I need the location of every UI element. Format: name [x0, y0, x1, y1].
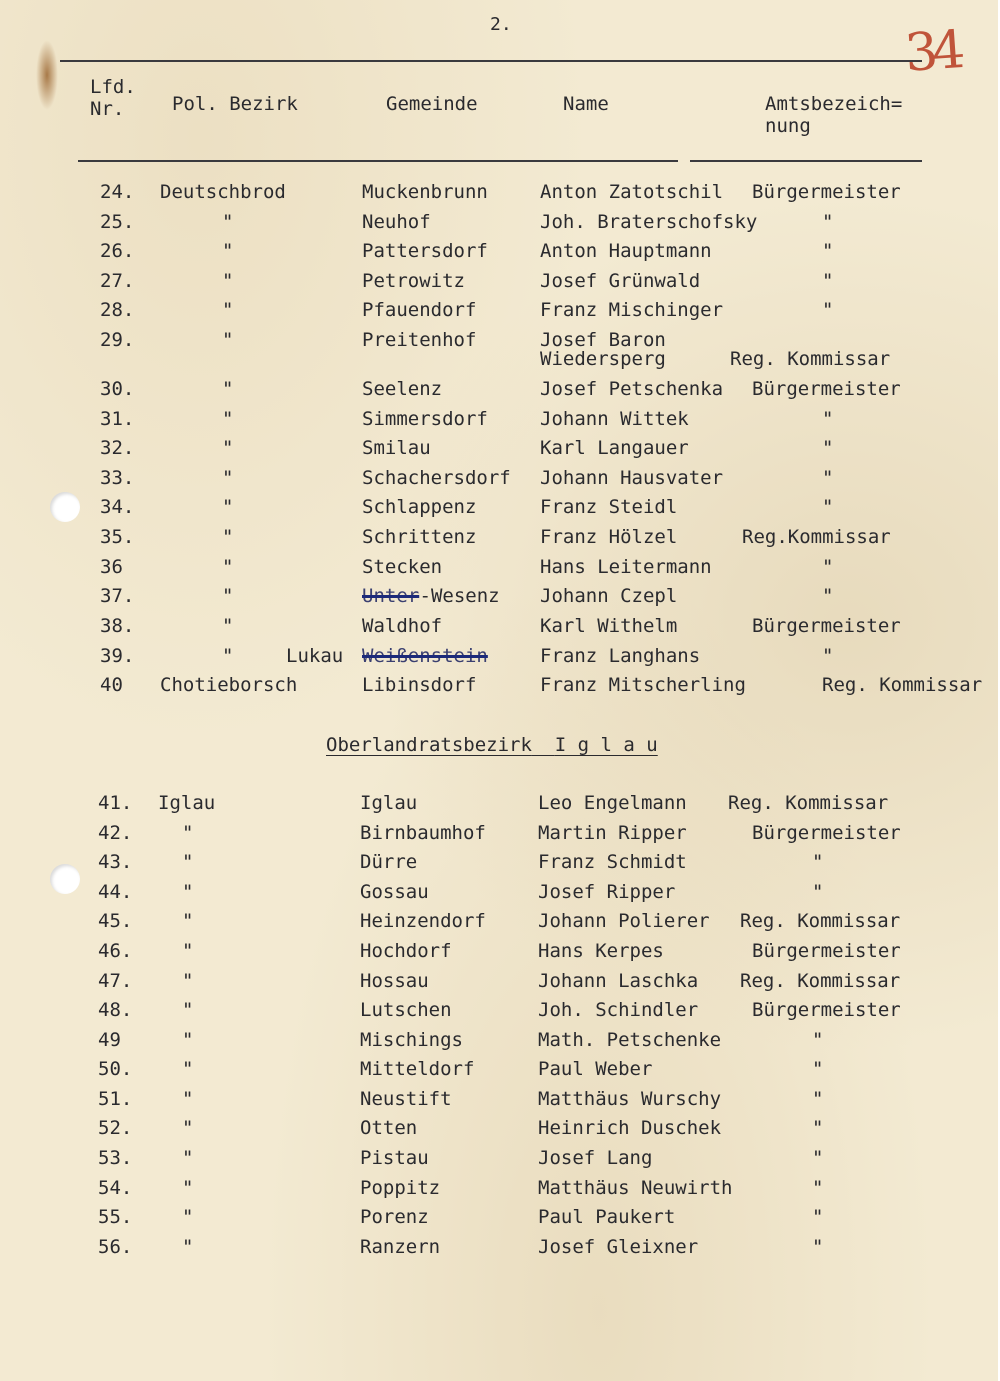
header-bottom-rule-left	[78, 160, 678, 162]
bezirk-cell: "	[182, 1058, 194, 1080]
amt-cell: "	[812, 881, 824, 903]
gemeinde-cell: Hochdorf	[360, 940, 452, 962]
bezirk-cell: "	[222, 408, 234, 430]
row-number: 51.	[98, 1088, 133, 1110]
amt-cell: Reg.Kommissar	[742, 526, 891, 548]
gemeinde-cell: Pistau	[360, 1147, 429, 1169]
row-number: 33.	[100, 467, 135, 489]
bezirk-cell: "	[222, 378, 234, 400]
amt-cell: "	[822, 556, 834, 578]
gemeinde-cell: Mischings	[360, 1029, 463, 1051]
name-cell: Anton Zatotschil	[540, 181, 724, 203]
row-number: 42.	[98, 822, 133, 844]
name-cell: Joh. Schindler	[538, 999, 699, 1021]
amt-cell: "	[812, 1236, 824, 1258]
amt-cell: Bürgermeister	[752, 378, 901, 400]
bezirk-cell: "	[182, 822, 194, 844]
row-number: 55.	[98, 1206, 133, 1228]
amt-cell: "	[812, 1117, 824, 1139]
name-cell: Heinrich Duschek	[538, 1117, 722, 1139]
row-number: 50.	[98, 1058, 133, 1080]
bezirk-cell: "	[222, 211, 234, 233]
punch-hole-upper	[50, 492, 80, 522]
row-number: 39.	[100, 645, 135, 667]
amt-cell: "	[822, 211, 834, 233]
gemeinde-cell: Dürre	[360, 851, 418, 873]
section-heading: Oberlandratsbezirk I g l a u	[326, 734, 658, 756]
gemeinde-cell: Seelenz	[362, 378, 443, 400]
gemeinde-cell: Simmersdorf	[362, 408, 488, 430]
name-cell: Paul Paukert	[538, 1206, 676, 1228]
row-number: 30.	[100, 378, 135, 400]
amt-cell: "	[822, 437, 834, 459]
name-cell: Franz Mischinger	[540, 299, 724, 321]
bezirk-cell: Chotieborsch	[160, 674, 298, 696]
gemeinde-cell: Porenz	[360, 1206, 429, 1228]
amt-cell: "	[822, 645, 834, 667]
bezirk-cell: "	[182, 940, 194, 962]
name-cell: Matthäus Neuwirth	[538, 1177, 733, 1199]
row-number: 45.	[98, 910, 133, 932]
gemeinde-cell: -Wesenz	[419, 585, 500, 607]
row-number: 46.	[98, 940, 133, 962]
row-number: 26.	[100, 240, 135, 262]
gemeinde-struck-text: Unter	[362, 585, 420, 607]
amt-cell: "	[812, 1029, 824, 1051]
name-cell: Johann Czepl	[540, 585, 678, 607]
row-number: 24.	[100, 181, 135, 203]
row-number: 47.	[98, 970, 133, 992]
gemeinde-cell: Stecken	[362, 556, 443, 578]
gemeinde-cell: Hossau	[360, 970, 429, 992]
amt-cell: "	[822, 467, 834, 489]
amt-cell: "	[812, 1206, 824, 1228]
name-cell: Josef Gleixner	[538, 1236, 699, 1258]
row-number: 31.	[100, 408, 135, 430]
gemeinde-cell: Otten	[360, 1117, 418, 1139]
name-cell: Franz Hölzel	[540, 526, 678, 548]
gemeinde-cell: Smilau	[362, 437, 431, 459]
name-cell: Karl Withelm	[540, 615, 678, 637]
page-number: 2.	[490, 14, 512, 35]
bezirk-cell: "	[222, 329, 234, 351]
header-bottom-rule-right	[690, 160, 922, 162]
bezirk-cell: "	[222, 240, 234, 262]
amt-cell: Reg. Kommissar	[728, 792, 889, 814]
amt-cell: Reg. Kommissar	[730, 348, 891, 370]
gemeinde-cell: Petrowitz	[362, 270, 465, 292]
bezirk-cell: "	[182, 1088, 194, 1110]
amt-cell: "	[822, 299, 834, 321]
amt-cell: Reg. Kommissar	[740, 910, 901, 932]
row-number: 48.	[98, 999, 133, 1021]
gemeinde-struck-text: Weißenstein	[362, 645, 488, 667]
amt-cell: "	[822, 496, 834, 518]
gemeinde-cell: Muckenbrunn	[362, 181, 488, 203]
row-number: 54.	[98, 1177, 133, 1199]
amt-cell: "	[812, 1147, 824, 1169]
amt-cell: "	[812, 1058, 824, 1080]
bezirk-cell: "	[222, 585, 234, 607]
row-number: 44.	[98, 881, 133, 903]
bezirk-cell: "	[182, 970, 194, 992]
name-cell: Franz Langhans	[540, 645, 701, 667]
bezirk-cell: "	[222, 467, 234, 489]
gemeinde-correction: Lukau	[286, 645, 344, 667]
row-number: 35.	[100, 526, 135, 548]
amt-cell: "	[812, 1177, 824, 1199]
row-number: 32.	[100, 437, 135, 459]
header-amtsbezeichnung: Amtsbezeich= nung	[765, 93, 903, 137]
gemeinde-cell: Pfauendorf	[362, 299, 477, 321]
row-number: 49	[98, 1029, 121, 1051]
name-cell: Franz Steidl	[540, 496, 678, 518]
amt-cell: Reg. Kommissar	[822, 674, 983, 696]
bezirk-cell: Deutschbrod	[160, 181, 286, 203]
gemeinde-cell: Preitenhof	[362, 329, 477, 351]
bezirk-cell: "	[182, 1147, 194, 1169]
name-cell: Franz Schmidt	[538, 851, 687, 873]
header-pol-bezirk: Pol. Bezirk	[172, 93, 298, 115]
bezirk-cell: "	[222, 645, 234, 667]
amt-cell: Reg. Kommissar	[740, 970, 901, 992]
gemeinde-cell: Neustift	[360, 1088, 452, 1110]
name-cell: Josef Baron	[540, 329, 666, 351]
name-cell: Josef Grünwald	[540, 270, 701, 292]
bezirk-cell: "	[222, 270, 234, 292]
gemeinde-cell: Schrittenz	[362, 526, 477, 548]
row-number: 36	[100, 556, 123, 578]
amt-cell: Bürgermeister	[752, 940, 901, 962]
bezirk-cell: "	[222, 299, 234, 321]
row-number: 43.	[98, 851, 133, 873]
amt-cell: "	[822, 585, 834, 607]
gemeinde-cell: Schachersdorf	[362, 467, 511, 489]
name-cell-line2: Wiedersperg	[540, 348, 666, 370]
amt-cell: "	[822, 408, 834, 430]
name-cell: Matthäus Wurschy	[538, 1088, 722, 1110]
amt-cell: Bürgermeister	[752, 181, 901, 203]
name-cell: Hans Kerpes	[538, 940, 664, 962]
name-cell: Math. Petschenke	[538, 1029, 722, 1051]
row-number: 25.	[100, 211, 135, 233]
gemeinde-cell: Poppitz	[360, 1177, 441, 1199]
bezirk-cell: "	[182, 1177, 194, 1199]
row-number: 27.	[100, 270, 135, 292]
gemeinde-cell: Neuhof	[362, 211, 431, 233]
bezirk-cell: "	[182, 1117, 194, 1139]
name-cell: Johann Hausvater	[540, 467, 724, 489]
name-cell: Paul Weber	[538, 1058, 653, 1080]
name-cell: Franz Mitscherling	[540, 674, 746, 696]
name-cell: Joh. Braterschofsky	[540, 211, 758, 233]
rust-stain	[36, 40, 58, 110]
gemeinde-cell: Mitteldorf	[360, 1058, 475, 1080]
row-number: 38.	[100, 615, 135, 637]
bezirk-cell: Iglau	[158, 792, 216, 814]
row-number: 56.	[98, 1236, 133, 1258]
name-cell: Johann Wittek	[540, 408, 689, 430]
handwritten-folio-number: 34	[902, 20, 962, 84]
name-cell: Hans Leitermann	[540, 556, 712, 578]
amt-cell: "	[812, 851, 824, 873]
bezirk-cell: "	[182, 1029, 194, 1051]
row-number: 52.	[98, 1117, 133, 1139]
name-cell: Karl Langauer	[540, 437, 689, 459]
header-lfd: Lfd. Nr.	[90, 76, 136, 120]
gemeinde-cell: Schlappenz	[362, 496, 477, 518]
bezirk-cell: "	[222, 615, 234, 637]
row-number: 29.	[100, 329, 135, 351]
gemeinde-cell: Ranzern	[360, 1236, 441, 1258]
row-number: 40	[100, 674, 123, 696]
header-top-rule	[60, 60, 922, 62]
row-number: 37.	[100, 585, 135, 607]
gemeinde-cell: Heinzendorf	[360, 910, 486, 932]
row-number: 34.	[100, 496, 135, 518]
name-cell: Johann Polierer	[538, 910, 710, 932]
bezirk-cell: "	[182, 999, 194, 1021]
name-cell: Martin Ripper	[538, 822, 687, 844]
punch-hole-lower	[50, 864, 80, 894]
bezirk-cell: "	[182, 1206, 194, 1228]
name-cell: Leo Engelmann	[538, 792, 687, 814]
amt-cell: "	[812, 1088, 824, 1110]
name-cell: Josef Petschenka	[540, 378, 724, 400]
bezirk-cell: "	[222, 526, 234, 548]
amt-cell: Bürgermeister	[752, 999, 901, 1021]
gemeinde-cell: Iglau	[360, 792, 418, 814]
amt-cell: Bürgermeister	[752, 615, 901, 637]
bezirk-cell: "	[182, 851, 194, 873]
header-gemeinde: Gemeinde	[386, 93, 478, 115]
amt-cell: "	[822, 240, 834, 262]
row-number: 53.	[98, 1147, 133, 1169]
gemeinde-cell: Lutschen	[360, 999, 452, 1021]
header-name: Name	[563, 93, 609, 115]
name-cell: Josef Ripper	[538, 881, 676, 903]
gemeinde-cell: Pattersdorf	[362, 240, 488, 262]
bezirk-cell: "	[182, 881, 194, 903]
name-cell: Anton Hauptmann	[540, 240, 712, 262]
bezirk-cell: "	[222, 496, 234, 518]
amt-cell: Bürgermeister	[752, 822, 901, 844]
name-cell: Johann Laschka	[538, 970, 699, 992]
bezirk-cell: "	[222, 437, 234, 459]
gemeinde-cell: Birnbaumhof	[360, 822, 486, 844]
amt-cell: "	[822, 270, 834, 292]
gemeinde-cell: Waldhof	[362, 615, 443, 637]
name-cell: Josef Lang	[538, 1147, 653, 1169]
bezirk-cell: "	[222, 556, 234, 578]
bezirk-cell: "	[182, 1236, 194, 1258]
row-number: 41.	[98, 792, 133, 814]
bezirk-cell: "	[182, 910, 194, 932]
gemeinde-cell: Gossau	[360, 881, 429, 903]
gemeinde-cell: Libinsdorf	[362, 674, 477, 696]
row-number: 28.	[100, 299, 135, 321]
